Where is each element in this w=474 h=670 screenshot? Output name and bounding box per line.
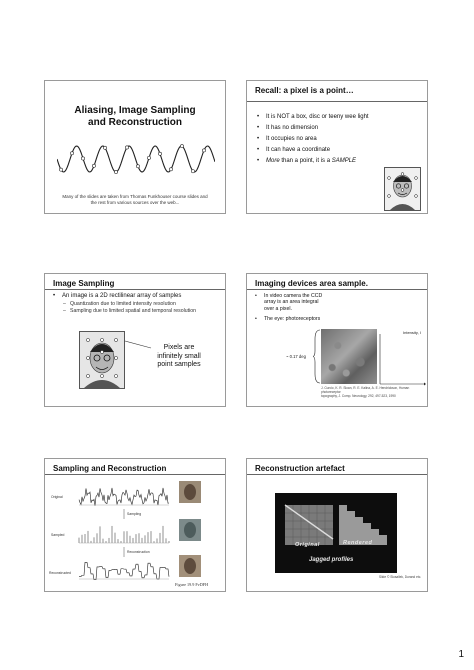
sample-point — [59, 168, 62, 171]
slide-5-title: Sampling and Reconstruction — [53, 464, 167, 473]
label-original: Original — [295, 542, 320, 548]
row-label-original: Original — [51, 495, 63, 499]
bullet-item: • More than a point, it is a SAMPLE — [257, 158, 427, 165]
slide-3 — [44, 273, 226, 407]
title-rule — [247, 289, 427, 290]
slide-5 — [44, 458, 226, 592]
title-rule — [45, 474, 225, 475]
bullet-item: • In video camera the CCD array is an area integral over a pixel. — [255, 293, 355, 312]
bullet-item: • It has no dimension — [257, 125, 427, 132]
label-jagged-profiles: Jagged profiles — [309, 557, 354, 563]
slide-1-title — [45, 105, 225, 129]
page-number: 1 — [458, 649, 464, 660]
sine-wave-diagram — [57, 139, 215, 179]
intensity-axis — [378, 332, 426, 390]
figure-caption: Figure 19.9 FvDFH — [175, 582, 209, 587]
slide-2 — [246, 80, 428, 214]
slide-6 — [246, 458, 428, 592]
sample-point — [158, 152, 161, 155]
sample-point — [180, 145, 183, 148]
title-rule — [247, 474, 427, 475]
bullet-item: • An image is a 2D rectilinear array of samples — [53, 293, 223, 300]
portrait-sample-grid — [80, 332, 124, 388]
slide-2-title: Recall: a pixel is a point… — [255, 86, 354, 95]
row-label-sampled: Sampled — [51, 533, 65, 537]
portrait-image — [384, 167, 421, 211]
slide-4 — [246, 273, 428, 407]
bullet-item: • The eye: photoreceptors — [255, 316, 355, 322]
subbullet-item: – Sampling due to limited spatial and temporal resolution — [63, 308, 223, 315]
deg-label: ~ 0.17 deg — [286, 354, 306, 359]
sample-point — [125, 146, 128, 149]
subbullet-item: – Quantization due to limited intensity resolution — [63, 301, 223, 308]
sampled-portrait-image — [79, 331, 125, 389]
intensity-axis-label: Intensity, I — [403, 330, 421, 335]
title-line-1: Aliasing, Image Sampling — [74, 105, 196, 116]
row-label-reconstructed: Reconstructed — [49, 571, 71, 575]
slide-2-bullets — [257, 114, 427, 169]
sample-point — [191, 170, 194, 173]
citation: J. Curcio, K. R. Sloan, R. E. Kalina, A. E. Hendrickson, Human photoreceptor topography, J. Comp. Neurology, 292, 497-523, 1990 — [321, 386, 410, 398]
sample-point — [70, 152, 73, 155]
bullet-item: • It occupies no area — [257, 136, 427, 143]
sample-point — [92, 164, 95, 167]
sample-point — [169, 168, 172, 171]
arrow-label-reconstruction: Reconstruction — [127, 550, 150, 554]
photoreceptor-mosaic-image — [321, 329, 377, 384]
title-rule — [247, 101, 427, 102]
sample-point — [147, 156, 150, 159]
bullet-item: • It is NOT a box, disc or teeny wee light — [257, 114, 427, 121]
slide-1 — [44, 80, 226, 214]
sampling-reconstruction-figure — [59, 479, 219, 587]
label-rendered: Rendered — [343, 540, 373, 546]
sample-point — [103, 146, 106, 149]
arrow-label-sampling: Sampling — [127, 512, 142, 516]
title-line-2: and Reconstruction — [88, 117, 182, 128]
sample-point — [136, 165, 139, 168]
slide-4-title: Imaging devices area sample. — [255, 279, 368, 288]
pixels-callout: Pixels are infinitely small point samples — [157, 344, 201, 368]
slide-credit: Slide © Slusallek, Durand etc. — [379, 575, 422, 579]
sample-point — [114, 170, 117, 173]
slide-1-footnote: Many of the slides are taken from Thomas Funkhouser course slides and the rest from various sources over the web... — [62, 194, 208, 205]
bullet-item: • It can have a coordinate — [257, 147, 427, 154]
slide-3-subbullets — [63, 301, 223, 314]
sample-point — [81, 157, 84, 160]
slide-4-bullets — [255, 293, 355, 327]
slide-3-title: Image Sampling — [53, 279, 115, 288]
sample-point — [202, 149, 205, 152]
brace-icon — [313, 329, 321, 384]
portrait-with-sample-points — [385, 168, 420, 210]
title-rule — [45, 289, 225, 290]
slide-6-title: Reconstruction artefact — [255, 464, 345, 473]
